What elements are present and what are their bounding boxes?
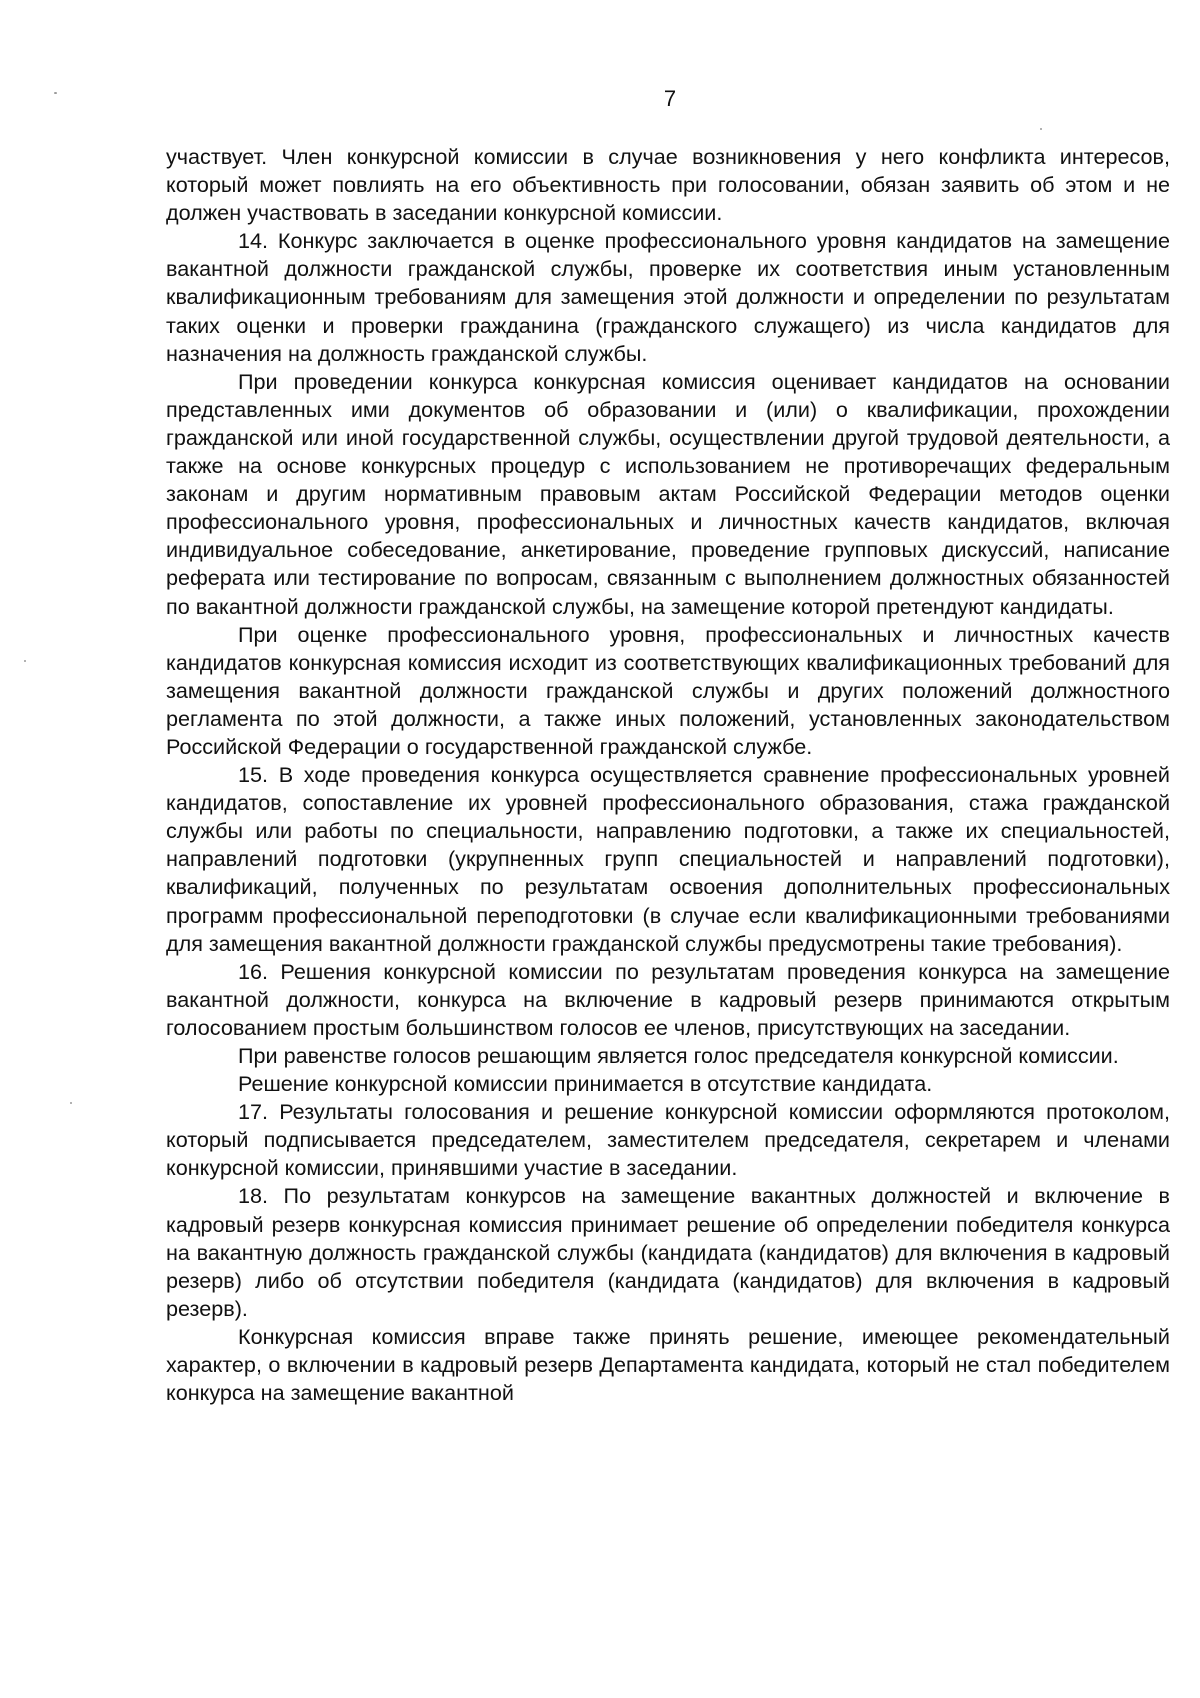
- paragraph-3: При проведении конкурса конкурсная комиссия оценивает кандидатов на основании представленных ими документов об образовании и (или) о квалификации, прохождении гражданской или иной государственной службы, осуществлении другой трудовой деятельности, а также на основе конкурсных процедур с использованием не противоречащих федеральным законам и другим нормативным правовым актам Российской Федерации методов оценки профессионального уровня, профессиональных и личностных качеств кандидатов, включая индивидуальное собеседование, анкетирование, проведение групповых дискуссий, написание реферата или тестирование по вопросам, связанным с выполнением должностных обязанностей по вакантной должности гражданской службы, на замещение которой претендуют кандидаты.: [166, 368, 1170, 619]
- document-body: [166, 143, 1170, 1407]
- scan-speck: [70, 1102, 72, 1104]
- paragraph-10: 18. По результатам конкурсов на замещение вакантных должностей и включение в кадровый резерв конкурсная комиссия принимает решение об определении победителя конкурса на вакантную должность гражданской службы (кандидата (кандидатов) для включения в кадровый резерв) либо об отсутствии победителя (кандидата (кандидатов) для включения в кадровый резерв).: [166, 1183, 1170, 1321]
- scan-speck: [24, 660, 26, 662]
- scan-speck: [54, 92, 57, 94]
- paragraph-4: При оценке профессионального уровня, профессиональных и личностных качеств кандидатов конкурсная комиссия исходит из соответствующих квалификационных требований для замещения вакантной должности гражданской службы и других положений должностного регламента по этой должности, а также иных положений, установленных законодательством Российской Федерации о государственной гражданской службе.: [166, 621, 1170, 759]
- paragraph-6: 16. Решения конкурсной комиссии по результатам проведения конкурса на замещение вакантной должности, конкурса на включение в кадровый резерв принимаются открытым голосованием простым большинством голосов ее членов, присутствующих на заседании.: [166, 958, 1170, 1040]
- paragraph-5: 15. В ходе проведения конкурса осуществляется сравнение профессиональных уровней кандидатов, сопоставление их уровней профессионального образования, стажа гражданской службы или работы по специальности, направлению подготовки, а также их специальностей, направлений подготовки (укрупненных групп специальностей и направлений подготовки), квалификаций, полученных по результатам освоения дополнительных профессиональных программ профессиональной переподготовки (в случае если квалификационными требованиями для замещения вакантной должности гражданской службы предусмотрены такие требования).: [166, 762, 1170, 956]
- paragraph-1: участвует. Член конкурсной комиссии в случае возникновения у него конфликта интересов, который может повлиять на его объективность при голосовании, обязан заявить об этом и не должен участвовать в заседании конкурсной комиссии.: [166, 144, 1170, 226]
- paragraph-8: Решение конкурсной комиссии принимается в отсутствие кандидата.: [238, 1071, 933, 1097]
- scan-speck: [1040, 128, 1042, 130]
- paragraph-11: Конкурсная комиссия вправе также принять решение, имеющее рекомендательный характер, о включении в кадровый резерв Департамента кандидата, который не стал победителем конкурса на замещение вакантной: [166, 1323, 1170, 1406]
- paragraph-9: 17. Результаты голосования и решение конкурсной комиссии оформляются протоколом, который подписывается председателем, заместителем председателя, секретарем и членами конкурсной комиссии, принявшими участие в заседании.: [166, 1099, 1170, 1181]
- paragraph-7: При равенстве голосов решающим является голос председателя конкурсной комиссии.: [238, 1043, 1119, 1068]
- paragraph-2: 14. Конкурс заключается в оценке профессионального уровня кандидатов на замещение вакантной должности гражданской службы, проверке их соответствия иным установленным квалификационным требованиям для замещения этой должности и определении по результатам таких оценки и проверки гражданина (гражданского служащего) из числа кандидатов для назначения на должность гражданской службы.: [166, 228, 1170, 366]
- page-number: 7: [663, 86, 677, 111]
